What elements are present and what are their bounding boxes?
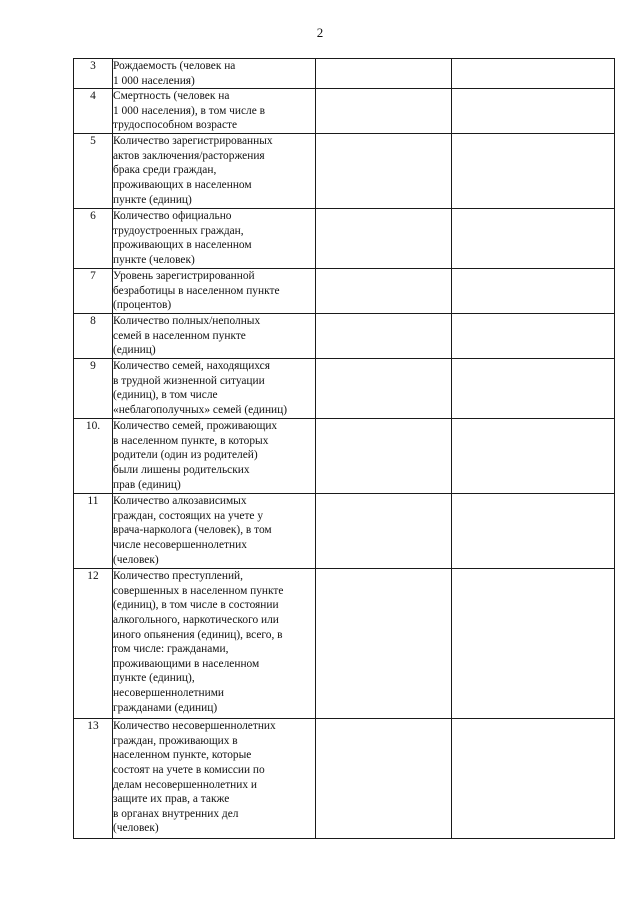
row-number: 8 (74, 314, 113, 359)
table-row (74, 209, 615, 269)
indicator-name (113, 134, 316, 209)
indicator-name-line: (человек) (113, 822, 159, 835)
value-cell-2[interactable] (452, 314, 615, 359)
row-number: 11 (74, 494, 113, 569)
indicator-name-line: проживающих в населенном (113, 178, 252, 191)
row-number: 4 (74, 89, 113, 134)
indicator-name-line: родители (один из родителей) (113, 449, 258, 462)
value-cell-1[interactable] (316, 494, 452, 569)
indicator-name-line: граждан, состоящих на учете у (113, 509, 264, 522)
indicator-name-line: семей в населенном пункте (113, 329, 246, 342)
indicator-name-line: были лишены родительских (113, 463, 250, 476)
indicator-name-line: защите их прав, а также (113, 793, 230, 806)
table-row (74, 569, 615, 719)
indicator-name-line: населенном пункте, которые (113, 749, 252, 762)
table-row (74, 59, 615, 89)
table-row (74, 134, 615, 209)
row-number: 5 (74, 134, 113, 209)
indicator-name-line: иного опьянения (единиц), всего, в (113, 628, 283, 641)
indicator-name (113, 314, 316, 359)
indicator-name-line: 1 000 населения), в том числе в (113, 104, 265, 117)
row-number: 3 (74, 59, 113, 89)
indicator-name-line: Смертность (человек на (113, 90, 230, 103)
indicator-name-line: Количество семей, проживающих (113, 420, 278, 433)
indicator-name (113, 59, 316, 89)
table-row (74, 89, 615, 134)
value-cell-2[interactable] (452, 569, 615, 719)
value-cell-2[interactable] (452, 209, 615, 269)
value-cell-2[interactable] (452, 89, 615, 134)
indicator-name-line: Количество семей, находящихся (113, 360, 270, 373)
indicator-name-line: трудоустроенных граждан, (113, 224, 244, 237)
value-cell-1[interactable] (316, 359, 452, 419)
indicators-table (73, 58, 615, 839)
indicator-name-line: граждан, проживающих в (113, 734, 238, 747)
indicator-name-line: (процентов) (113, 299, 172, 312)
indicator-name-line: брака среди граждан, (113, 164, 217, 177)
indicator-name (113, 89, 316, 134)
indicator-name-line: проживающими в населенном (113, 657, 260, 670)
indicator-name-line: том числе: гражданами, (113, 643, 229, 656)
value-cell-1[interactable] (316, 89, 452, 134)
indicator-name-line: Количество официально (113, 210, 232, 223)
table-row (74, 494, 615, 569)
page-number: 2 (316, 25, 324, 40)
table-row (74, 719, 615, 839)
indicator-name-line: врача-нарколога (человек), в том (113, 524, 272, 537)
row-number: 7 (74, 269, 113, 314)
table-row (74, 314, 615, 359)
row-number: 9 (74, 359, 113, 419)
table-row (74, 359, 615, 419)
indicator-name-line: Рождаемость (человек на (113, 60, 236, 72)
indicator-name (113, 494, 316, 569)
indicator-name-line: пункте (человек) (113, 253, 195, 266)
table-row (74, 269, 615, 314)
indicator-name-line: пункте (единиц), (113, 672, 195, 685)
indicator-name-line: в населенном пункте, в которых (113, 434, 269, 447)
indicator-name-line: Количество преступлений, (113, 570, 243, 583)
value-cell-1[interactable] (316, 569, 452, 719)
indicator-name-line: трудоспособном возрасте (113, 119, 238, 132)
row-number: 13 (74, 719, 113, 839)
indicator-name-line: (единиц) (113, 344, 156, 357)
indicator-name-line: Количество зарегистрированных (113, 135, 273, 148)
indicator-name-line: совершенных в населенном пункте (113, 584, 284, 597)
value-cell-1[interactable] (316, 719, 452, 839)
indicator-name-line: проживающих в населенном (113, 239, 252, 252)
indicator-name (113, 419, 316, 494)
indicator-name-line: безработицы в населенном пункте (113, 284, 280, 297)
indicator-name-line: гражданами (единиц) (113, 701, 218, 714)
indicator-name-line: в органах внутренних дел (113, 807, 239, 820)
indicator-name (113, 359, 316, 419)
value-cell-2[interactable] (452, 419, 615, 494)
value-cell-1[interactable] (316, 209, 452, 269)
indicator-name-line: (человек) (113, 553, 159, 566)
indicator-name (113, 269, 316, 314)
indicator-name-line: 1 000 населения) (113, 74, 195, 87)
value-cell-2[interactable] (452, 269, 615, 314)
table-row (74, 419, 615, 494)
value-cell-2[interactable] (452, 359, 615, 419)
indicator-name-line: Количество алкозависимых (113, 495, 247, 508)
value-cell-1[interactable] (316, 269, 452, 314)
indicator-name-line: в трудной жизненной ситуации (113, 374, 265, 387)
indicator-name-line: Количество полных/неполных (113, 315, 261, 328)
value-cell-1[interactable] (316, 314, 452, 359)
value-cell-1[interactable] (316, 419, 452, 494)
value-cell-1[interactable] (316, 134, 452, 209)
row-number: 6 (74, 209, 113, 269)
indicator-name-line: Количество несовершеннолетних (113, 720, 276, 733)
indicator-name (113, 569, 316, 719)
indicator-name-line: прав (единиц) (113, 478, 181, 491)
indicator-name-line: несовершеннолетними (113, 686, 225, 699)
row-number: 12 (74, 569, 113, 719)
value-cell-2[interactable] (452, 494, 615, 569)
indicator-name-line: Уровень зарегистрированной (113, 270, 255, 283)
indicator-name-line: «неблагополучных» семей (единиц) (113, 403, 288, 416)
value-cell-2[interactable] (452, 134, 615, 209)
indicator-name-line: актов заключения/расторжения (113, 149, 265, 162)
indicator-name (113, 719, 316, 839)
value-cell-2[interactable] (452, 719, 615, 839)
indicator-name-line: алкогольного, наркотического или (113, 613, 279, 626)
indicator-name-line: (единиц), в том числе в состоянии (113, 599, 279, 612)
indicator-name-line: делам несовершеннолетних и (113, 778, 258, 791)
indicator-name-line: числе несовершеннолетних (113, 538, 247, 551)
row-number: 10. (74, 419, 113, 494)
indicator-name-line: (единиц), в том числе (113, 389, 218, 402)
value-cell-2[interactable] (452, 59, 615, 89)
value-cell-1[interactable] (316, 59, 452, 89)
indicator-name-line: состоят на учете в комиссии по (113, 763, 265, 776)
indicator-name (113, 209, 316, 269)
table-body (74, 59, 615, 839)
indicator-name-line: пункте (единиц) (113, 193, 192, 206)
